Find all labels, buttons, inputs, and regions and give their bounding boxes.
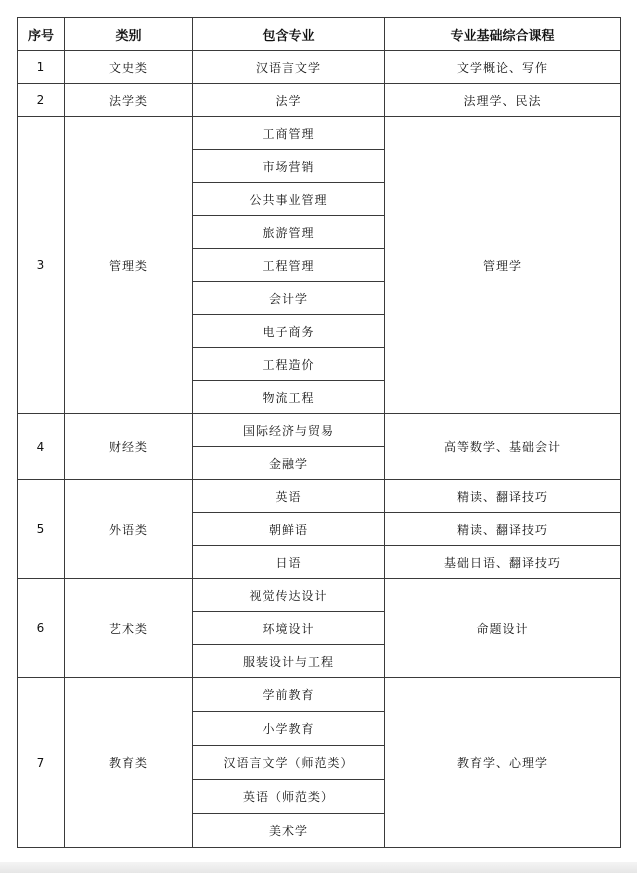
major-cell: 市场营销 [193, 150, 385, 183]
major-cell: 小学教育 [193, 712, 385, 746]
bottom-strip [0, 862, 637, 873]
course-cell: 法理学、民法 [385, 84, 621, 117]
table-row [18, 678, 621, 712]
major-cell: 工程造价 [193, 348, 385, 381]
major-cell: 电子商务 [193, 315, 385, 348]
table-row [18, 51, 621, 84]
category-cell: 艺术类 [65, 579, 193, 678]
header-majors: 包含专业 [193, 18, 385, 51]
course-cell: 精读、翻译技巧 [385, 480, 621, 513]
category-cell: 教育类 [65, 678, 193, 848]
category-cell: 管理类 [65, 117, 193, 414]
table-row [18, 480, 621, 513]
course-cell: 命题设计 [385, 579, 621, 678]
header-category: 类别 [65, 18, 193, 51]
major-cell: 美术学 [193, 814, 385, 848]
major-cell: 工商管理 [193, 117, 385, 150]
major-cell: 工程管理 [193, 249, 385, 282]
major-cell: 朝鲜语 [193, 513, 385, 546]
table-row [18, 579, 621, 612]
major-cell: 汉语言文学 [193, 51, 385, 84]
category-cell: 法学类 [65, 84, 193, 117]
row-number: 2 [18, 84, 65, 117]
table-row [18, 117, 621, 150]
course-cell: 文学概论、写作 [385, 51, 621, 84]
course-cell: 教育学、心理学 [385, 678, 621, 848]
major-cell: 学前教育 [193, 678, 385, 712]
row-number: 7 [18, 678, 65, 848]
header-no: 序号 [18, 18, 65, 51]
major-cell: 物流工程 [193, 381, 385, 414]
major-cell: 金融学 [193, 447, 385, 480]
course-cell: 管理学 [385, 117, 621, 414]
major-cell: 服装设计与工程 [193, 645, 385, 678]
row-number: 5 [18, 480, 65, 579]
major-cell: 国际经济与贸易 [193, 414, 385, 447]
table-row [18, 414, 621, 447]
course-cell: 基础日语、翻译技巧 [385, 546, 621, 579]
course-cell: 高等数学、基础会计 [385, 414, 621, 480]
major-cell: 视觉传达设计 [193, 579, 385, 612]
row-number: 6 [18, 579, 65, 678]
major-cell: 会计学 [193, 282, 385, 315]
row-number: 4 [18, 414, 65, 480]
major-cell: 英语 [193, 480, 385, 513]
header-row [18, 18, 621, 51]
major-cell: 环境设计 [193, 612, 385, 645]
category-cell: 文史类 [65, 51, 193, 84]
course-cell: 精读、翻译技巧 [385, 513, 621, 546]
category-cell: 财经类 [65, 414, 193, 480]
category-cell: 外语类 [65, 480, 193, 579]
table-row [18, 84, 621, 117]
row-number: 1 [18, 51, 65, 84]
major-cell: 英语（师范类） [193, 780, 385, 814]
majors-course-table [17, 17, 621, 848]
major-cell: 汉语言文学（师范类） [193, 746, 385, 780]
major-cell: 日语 [193, 546, 385, 579]
row-number: 3 [18, 117, 65, 414]
major-cell: 旅游管理 [193, 216, 385, 249]
major-cell: 公共事业管理 [193, 183, 385, 216]
header-courses: 专业基础综合课程 [385, 18, 621, 51]
major-cell: 法学 [193, 84, 385, 117]
